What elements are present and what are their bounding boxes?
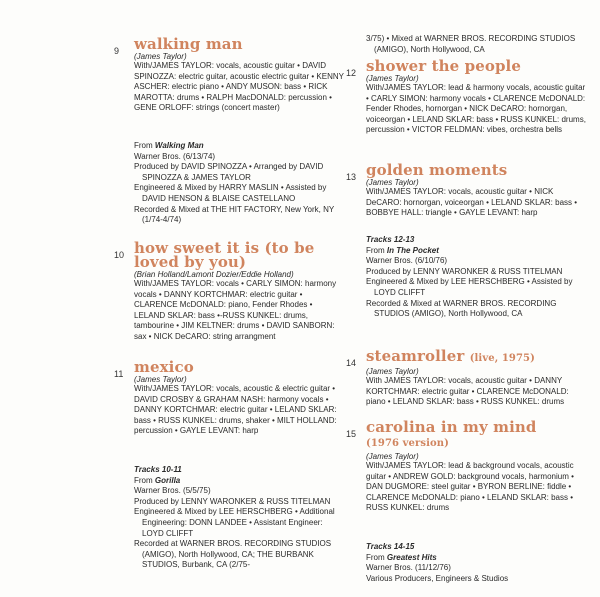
- track-title-main: carolina in my mind: [366, 418, 537, 436]
- track-title: shower the people: [366, 57, 522, 75]
- track-composer: (James Taylor): [366, 367, 419, 376]
- tracks-label: Tracks 14-15: [366, 542, 415, 551]
- album-title: Gorilla: [154, 475, 181, 485]
- track-credits: With/JAMES TAYLOR: vocals, acoustic & electric guitar • DAVID CROSBY & GRAHAM NASH: harmony vocals • DANNY KORTCHMAR: electric guitar • LELAND SKLAR: bass • RUSS KUNKEL: drums, shaker • MILT HOLLAND: percussion • GAYLE LEVANT: harp: [134, 384, 337, 436]
- track-entry-13: [346, 161, 588, 219]
- track-credits: With/JAMES TAYLOR: vocals, acoustic guitar • DAVID SPINOZZA: electric guitar, acoustic electric guitar • KENNY ASCHER: electric piano • ANDY MUSON: bass • RICK MAROTTA: drums • RALPH MacDONALD: percussion • GENE ORLOFF: strings (concert master): [134, 61, 344, 113]
- track-composer: (James Taylor): [134, 52, 187, 61]
- tracks-label: Tracks 10-11: [134, 465, 182, 474]
- from-label: From: [366, 552, 385, 562]
- track-entry-12: [346, 57, 588, 136]
- source-from: [366, 553, 588, 564]
- source-from: [134, 141, 344, 152]
- album-title: Walking Man: [154, 141, 204, 150]
- track-entry-15: [346, 418, 588, 514]
- track-number: 15: [346, 429, 357, 439]
- source-in-the-pocket: [366, 235, 588, 320]
- from-label: From: [366, 245, 385, 255]
- source-walking-man: [134, 141, 344, 226]
- engineered-by: Engineered & Mixed by HARRY MASLIN • Assisted by DAVID HENSON & BLAISE CASTELLANO: [134, 183, 327, 203]
- track-title: golden moments: [366, 161, 508, 179]
- track-credits: With/JAMES TAYLOR: lead & harmony vocals, acoustic guitar • CARLY SIMON: harmony vocals • CLARENCE McDONALD: Fender Rhodes, hornorgan • NICK DeCARO: hornorgan, voiceorgan • LELAND SKLAR: bass • RUSS KUNKEL: drums, percussion • VICTOR FELDMAN: vibes, orchestra bells: [366, 83, 586, 135]
- source-from: [134, 476, 344, 487]
- recorded-at: Recorded & Mixed at THE HIT FACTORY, New York, NY (1/74-4/74): [134, 204, 335, 225]
- track-title-sub: (live, 1975): [469, 353, 535, 364]
- track-composer: (James Taylor): [366, 452, 419, 461]
- track-composer: (James Taylor): [134, 375, 187, 384]
- source-gorilla: [134, 465, 344, 571]
- track-title: mexico: [134, 358, 194, 376]
- track-title-main: steamroller: [366, 347, 465, 365]
- track-number: 11: [114, 369, 124, 379]
- recording-continuation: 3/75) • Mixed at WARNER BROS. RECORDING STUDIOS (AMIGO), North Hollywood, CA: [366, 34, 576, 54]
- album-title: Greatest Hits: [386, 552, 437, 562]
- track-title: walking man: [134, 35, 243, 53]
- track-number: 14: [346, 358, 357, 368]
- produced-by: Produced by LENNY WARONKER & RUSS TITELMAN: [366, 266, 563, 276]
- label-date: Warner Bros. (6/13/74): [134, 151, 216, 161]
- produced-by: Produced by DAVID SPINOZZA • Arranged by DAVID SPINOZZA & JAMES TAYLOR: [134, 162, 324, 182]
- track-number: 9: [114, 46, 120, 56]
- track-composer: (Brian Holland/Lamont Dozier/Eddie Holland): [134, 270, 294, 279]
- track-entry-14: [346, 347, 588, 408]
- producers: Various Producers, Engineers & Studios: [366, 573, 509, 583]
- track-title: [366, 349, 588, 366]
- track-credits: With/JAMES TAYLOR: vocals • CARLY SIMON: harmony vocals • DANNY KORTCHMAR: electric guitar • CLARENCE McDONALD: piano, Fender Rhodes • LELAND SKLAR: bass •-RUSS KUNKEL: drums, tambourine • JIM KELTNER: drums • DAVID SANBORN: sax • NICK DeCARO: string arrangment: [134, 279, 337, 341]
- track-composer: (James Taylor): [366, 74, 419, 83]
- recorded-at: Recorded at WARNER BROS. RECORDING STUDIOS (AMIGO), North Hollywood, CA; THE BURBANK STUDIOS, Burbank, CA (2/75-: [134, 539, 332, 570]
- track-credits: With/JAMES TAYLOR: vocals, acoustic guitar • NICK DeCARO: hornorgan, voiceorgan • LELAND SKLAR: bass • BOBBYE HALL: triangle • GAYLE LEVANT: harp: [366, 187, 578, 218]
- label-date: Warner Bros. (6/10/76): [366, 256, 448, 266]
- label-date: Warner Bros. (5/5/75): [134, 486, 211, 496]
- album-title: In The Pocket: [386, 245, 439, 255]
- source-greatest-hits: [366, 542, 588, 584]
- label-date: Warner Bros. (11/12/76): [366, 563, 451, 573]
- track-entry-9: [114, 35, 344, 114]
- track-number: 12: [346, 68, 357, 78]
- produced-by: Produced by LENNY WARONKER & RUSS TITELMAN: [134, 496, 331, 506]
- from-label: From: [134, 141, 153, 150]
- from-label: From: [134, 475, 153, 485]
- track-number: 13: [346, 172, 357, 182]
- track-title: how sweet it is (to be loved by you): [134, 239, 315, 271]
- track-credits: With JAMES TAYLOR: vocals, acoustic guitar • DANNY KORTCHMAR: electric guitar • CLARENCE McDONALD: piano • LELAND SKLAR: bass • RUSS KUNKEL: drums: [366, 376, 569, 407]
- track-entry-11: [114, 358, 344, 437]
- engineered-by: Engineered & Mixed by LEE HERSCHBERG • Additional Engineering: DONN LANDEE • Assistant Engineer: LOYD CLIFFT: [134, 507, 335, 538]
- track-credits: With/JAMES TAYLOR: lead & background vocals, acoustic guitar • ANDREW GOLD: background vocals, harmonium • DAN DUGMORE: steel guitar • BYRON BERLINE: fiddle • CLARENCE McDONALD: piano • LELAND SKLAR: bass • RUSS KUNKEL: drums: [366, 461, 574, 513]
- track-number: 10: [114, 250, 125, 260]
- recorded-at: Recorded & Mixed at WARNER BROS. RECORDING STUDIOS (AMIGO), North Hollywood, CA: [366, 298, 557, 319]
- source-from: [366, 246, 588, 257]
- engineered-by: Engineered & Mixed by LEE HERSCHBERG • Assisted by LOYD CLIFFT: [366, 277, 573, 297]
- track-composer: (James Taylor): [366, 178, 419, 187]
- track-title: [366, 420, 588, 451]
- track-title-sub: (1976 version): [366, 438, 449, 449]
- tracks-label: Tracks 12-13: [366, 235, 415, 244]
- track-entry-10: [114, 239, 344, 343]
